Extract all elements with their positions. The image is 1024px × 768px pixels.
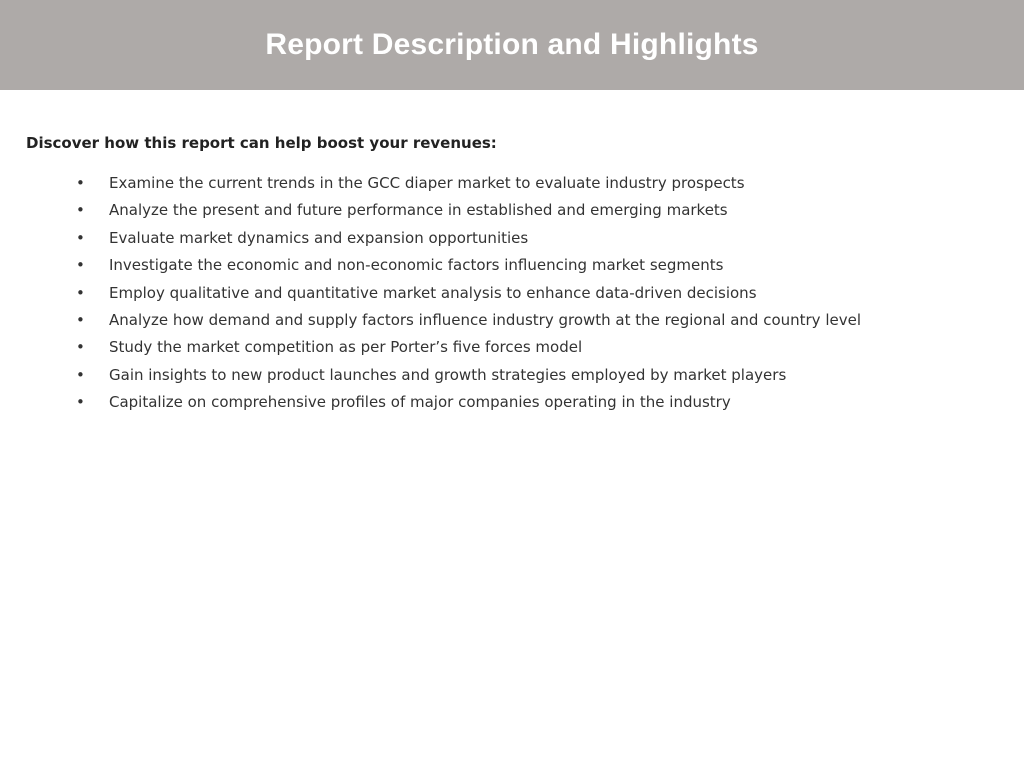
bullet-icon: • — [76, 201, 85, 220]
title-bar — [0, 0, 1024, 90]
list-item — [76, 252, 1006, 279]
list-item-text: Employ qualitative and quantitative market analysis to enhance data-driven decisions — [109, 283, 757, 302]
highlights-list — [26, 170, 1006, 417]
bullet-icon: • — [76, 338, 85, 357]
list-item — [76, 225, 1006, 252]
intro-text: Discover how this report can help boost your revenues: — [26, 134, 497, 152]
list-item — [76, 307, 1006, 334]
list-item — [76, 334, 1006, 361]
list-item — [76, 170, 1006, 197]
list-item — [76, 280, 1006, 307]
bullet-icon: • — [76, 256, 85, 275]
bullet-icon: • — [76, 228, 85, 247]
list-item-text: Capitalize on comprehensive profiles of major companies operating in the industry — [109, 393, 731, 412]
list-item-text: Evaluate market dynamics and expansion opportunities — [109, 228, 529, 247]
list-item-text: Analyze how demand and supply factors influence industry growth at the regional and country level — [109, 311, 861, 330]
list-item-text: Investigate the economic and non-economic factors influencing market segments — [109, 256, 724, 275]
bullet-icon: • — [76, 283, 85, 302]
page-title: Report Description and Highlights — [265, 28, 759, 61]
list-item-text: Study the market competition as per Porter’s five forces model — [109, 338, 583, 357]
list-item — [76, 389, 1006, 416]
list-item-text: Examine the current trends in the GCC diaper market to evaluate industry prospects — [109, 174, 745, 192]
bullet-icon: • — [76, 311, 85, 330]
bullet-icon: • — [76, 393, 85, 412]
bullet-icon: • — [76, 174, 85, 192]
list-item — [76, 362, 1006, 389]
list-item-text: Gain insights to new product launches and growth strategies employed by market players — [109, 365, 787, 384]
bullet-icon: • — [76, 365, 85, 384]
content-area — [26, 131, 1006, 417]
list-item-text: Analyze the present and future performance in established and emerging markets — [109, 201, 728, 220]
list-item — [76, 197, 1006, 224]
